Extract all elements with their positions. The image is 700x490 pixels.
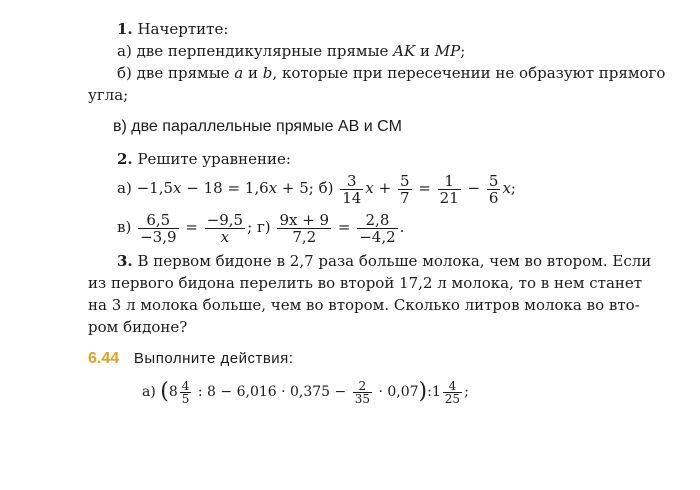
task2-equations-cd xyxy=(117,207,404,247)
fraction-denominator: 5 xyxy=(181,391,190,406)
mixed-whole: 8 xyxy=(168,384,178,400)
expression-divide: : xyxy=(427,384,432,400)
fraction-denominator: 35 xyxy=(354,391,371,406)
task2-b-plus: + xyxy=(378,179,392,197)
fraction-numerator: 1 xyxy=(438,173,461,190)
task2-b-label: б) xyxy=(318,179,334,197)
task1-item-a xyxy=(117,42,465,60)
task2-equations-ab xyxy=(117,168,516,208)
task1-item-c: в) две параллельные прямые AB и CM xyxy=(113,118,402,135)
task2-c-label: в) xyxy=(117,218,132,236)
task2-b-equals: = xyxy=(418,179,431,197)
task2-d-equals: = xyxy=(337,218,351,236)
task2-b-minus: − xyxy=(467,179,481,197)
task1-b-and: и xyxy=(243,64,263,82)
fraction-numerator: 2,8 xyxy=(357,212,397,229)
task2-b-end: ; xyxy=(510,179,516,197)
fraction-numerator: 5 xyxy=(488,171,499,190)
mixed-number-2 xyxy=(432,372,464,412)
task2-a-x1: x xyxy=(173,179,182,197)
mixed-whole: 1 xyxy=(431,384,441,400)
task2-c-end: ; xyxy=(247,218,253,236)
task1-item-b xyxy=(117,64,665,82)
fraction-denominator: −3,9 xyxy=(140,227,177,246)
expression-end: ; xyxy=(464,384,469,400)
task3-number: 3. xyxy=(117,252,133,270)
fraction-denominator: −4,2 xyxy=(359,227,396,246)
task2-b-x1: x xyxy=(365,179,374,197)
task2-a-part1: −1,5 xyxy=(136,179,174,197)
mixed-fraction xyxy=(180,380,192,405)
close-paren: ) xyxy=(418,379,428,404)
task2-a-part3: + 5; xyxy=(277,179,314,197)
expression-part2: · 0,07 xyxy=(378,384,419,400)
fraction-2-35 xyxy=(353,380,372,405)
task2-heading xyxy=(117,150,291,168)
task1-b-var1: a xyxy=(234,64,244,82)
fraction-numerator: 9x + 9 xyxy=(279,210,330,229)
exercise-expression-a xyxy=(142,372,469,412)
fraction-denominator: 7,2 xyxy=(292,227,317,246)
task1-title: Начертите: xyxy=(137,20,229,38)
task1-a-end: ; xyxy=(460,42,466,60)
open-paren: ( xyxy=(160,379,169,404)
task2-number: 2. xyxy=(117,150,133,168)
task2-b-fraction2 xyxy=(398,173,412,206)
task2-b-fraction1 xyxy=(340,173,363,206)
task1-a-text: а) две перпендикулярные прямые xyxy=(117,42,394,60)
task2-d-end: . xyxy=(399,218,405,236)
mixed-number-1 xyxy=(169,372,194,412)
task3-line3: на 3 л молока больше, чем во втором. Сколько литров молока во вто- xyxy=(88,296,640,314)
task2-c-fraction1 xyxy=(138,212,178,245)
task1-a-and: и xyxy=(415,42,435,60)
task3-line4: ром бидоне? xyxy=(88,318,188,336)
task1-b-end: , которые при пересечении не образуют прямого xyxy=(272,64,666,82)
task1-heading xyxy=(117,20,228,38)
fraction-numerator: 6,5 xyxy=(138,212,178,229)
task1-b-var2: b xyxy=(262,64,273,82)
task1-number: 1. xyxy=(117,20,133,38)
task2-c-equals: = xyxy=(185,218,198,236)
task1-b-text: б) две прямые xyxy=(117,64,235,82)
fraction-numerator: 4 xyxy=(443,380,462,393)
task2-d-fraction2 xyxy=(357,212,397,245)
task3-line2: из первого бидона перелить во второй 17,2 л молока, то в нем станет xyxy=(88,274,643,292)
task3-line1 xyxy=(117,252,651,270)
fraction-denominator: 25 xyxy=(444,391,461,406)
mixed-fraction xyxy=(443,380,462,405)
fraction-denominator: 14 xyxy=(342,188,362,207)
task2-d-fraction1 xyxy=(277,212,331,245)
task2-a-part2: − 18 = 1,6 xyxy=(181,179,269,197)
task3-text-line1: В первом бидоне в 2,7 раза больше молока, чем во втором. Если xyxy=(137,252,652,270)
task1-a-var1: AK xyxy=(393,42,416,60)
fraction-numerator: 4 xyxy=(181,378,190,393)
fraction-numerator: 5 xyxy=(399,171,410,190)
fraction-denominator: x xyxy=(220,227,230,246)
fraction-numerator: 3 xyxy=(340,173,363,190)
task1-a-var2: MP xyxy=(434,42,461,60)
exercise-a-label: а) xyxy=(142,384,156,400)
task2-a-x2: x xyxy=(268,179,278,197)
exercise-number: 6.44 xyxy=(88,350,120,367)
fraction-denominator: 6 xyxy=(488,188,499,207)
task1-item-b-line2: угла; xyxy=(88,86,129,104)
task2-title: Решите уравнение: xyxy=(137,150,291,168)
expression-part1: : 8 − 6,016 · 0,375 − xyxy=(197,384,347,400)
task2-a-label: а) xyxy=(117,179,132,197)
fraction-denominator: 7 xyxy=(399,188,410,207)
exercise-title: Выполните действия: xyxy=(133,350,294,367)
fraction-numerator: 2 xyxy=(353,380,372,393)
task2-b-fraction4 xyxy=(487,173,501,206)
task2-d-label: г) xyxy=(256,218,271,236)
fraction-numerator: −9,5 xyxy=(206,210,244,229)
exercise-heading xyxy=(88,349,293,368)
fraction-denominator: 21 xyxy=(439,188,459,207)
task2-b-x2: x xyxy=(502,179,511,197)
task2-b-fraction3 xyxy=(438,173,461,206)
task2-c-fraction2 xyxy=(205,212,245,245)
